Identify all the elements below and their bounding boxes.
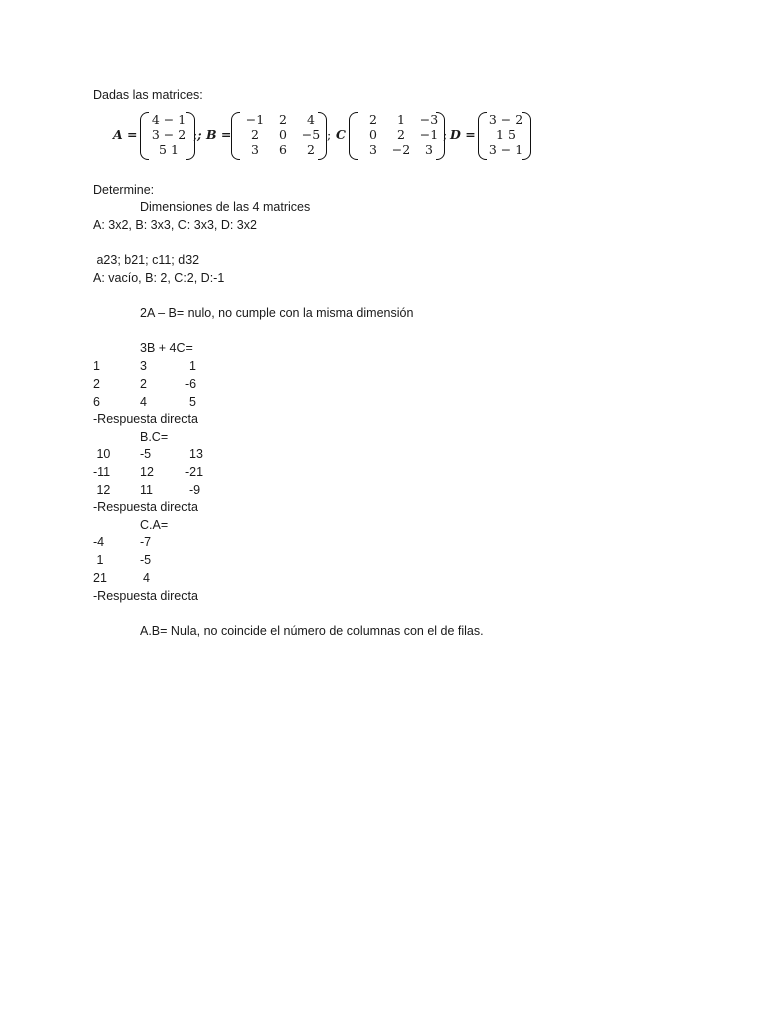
left-paren bbox=[478, 112, 487, 160]
matrix-cell: 2 bbox=[279, 112, 287, 127]
separator: ; bbox=[443, 127, 448, 142]
matrix-cell: 4 − 1 bbox=[151, 112, 187, 127]
matrix-cell: 1 bbox=[397, 112, 405, 127]
matrix-a bbox=[140, 112, 194, 158]
matrix-cell: 2 bbox=[397, 127, 405, 142]
matrix-cell: 1 5 bbox=[496, 127, 516, 142]
matrix-cell: 4 bbox=[307, 112, 315, 127]
matrix-cell: -11 bbox=[93, 465, 111, 479]
matrix-cell: −2 bbox=[391, 142, 411, 157]
operation-3b-plus-4c-title: 3B + 4C= bbox=[140, 341, 193, 355]
matrix-cell: -5 bbox=[140, 447, 152, 461]
matrix-cell: 1 bbox=[93, 359, 100, 373]
left-paren bbox=[349, 112, 358, 160]
matrix-b-label: ; B = bbox=[197, 127, 232, 142]
left-paren bbox=[231, 112, 240, 160]
elements-title: a23; b21; c11; d32 bbox=[93, 253, 200, 267]
matrix-cell: −1 bbox=[419, 127, 439, 142]
matrix-cell: 0 bbox=[369, 127, 377, 142]
matrix-cell: 5 1 bbox=[159, 142, 179, 157]
matrix-cell: -5 bbox=[140, 553, 152, 567]
right-paren bbox=[318, 112, 327, 160]
matrix-cell: −5 bbox=[301, 127, 321, 142]
matrix-cell: 3 − 2 bbox=[488, 112, 524, 127]
direct-answer-note: -Respuesta directa bbox=[93, 589, 198, 603]
intro-text: Dadas las matrices: bbox=[93, 88, 203, 102]
operation-b-dot-c-title: B.C= bbox=[140, 430, 169, 444]
dimensions-answer: A: 3x2, B: 3x3, C: 3x3, D: 3x2 bbox=[93, 218, 257, 232]
matrix-cell: 4 bbox=[143, 571, 150, 585]
matrix-cell: 3 − 2 bbox=[151, 127, 187, 142]
matrix-c bbox=[349, 112, 448, 158]
matrix-cell: 13 bbox=[189, 447, 203, 461]
matrix-cell: 2 bbox=[93, 377, 100, 391]
elements-answer: A: vacío, B: 2, C:2, D:-1 bbox=[93, 271, 225, 285]
matrix-cell: 12 bbox=[93, 483, 111, 497]
matrix-cell: 1 bbox=[93, 553, 104, 567]
matrix-cell: 3 bbox=[425, 142, 433, 157]
matrix-cell: 4 bbox=[140, 395, 147, 409]
matrix-cell: 2 bbox=[369, 112, 377, 127]
right-paren bbox=[522, 112, 531, 160]
operation-c-dot-a-title: C.A= bbox=[140, 518, 169, 532]
dimensions-title: Dimensiones de las 4 matrices bbox=[140, 200, 311, 214]
matrix-cell: -21 bbox=[185, 465, 204, 479]
matrix-b bbox=[231, 112, 327, 158]
operation-2a-minus-b: 2A – B= nulo, no cumple con la misma dimensión bbox=[140, 306, 414, 320]
matrix-cell: 3 bbox=[140, 359, 147, 373]
matrix-cell: 21 bbox=[93, 571, 107, 585]
matrix-cell: 11 bbox=[140, 483, 153, 497]
matrix-cell: 3 bbox=[251, 142, 259, 157]
matrix-cell: -4 bbox=[93, 535, 105, 549]
matrix-cell: 2 bbox=[140, 377, 147, 391]
matrix-cell: 6 bbox=[279, 142, 287, 157]
matrix-d bbox=[478, 112, 530, 158]
direct-answer-note: -Respuesta directa bbox=[93, 500, 198, 514]
matrix-cell: -9 bbox=[189, 483, 201, 497]
matrix-cell: 6 bbox=[93, 395, 100, 409]
matrix-cell: 3 − 1 bbox=[488, 142, 524, 157]
matrix-cell: 10 bbox=[93, 447, 111, 461]
matrix-cell: 3 bbox=[369, 142, 377, 157]
matrix-cell: -6 bbox=[185, 377, 197, 391]
matrix-cell: 12 bbox=[140, 465, 154, 479]
left-paren bbox=[140, 112, 149, 160]
direct-answer-note: -Respuesta directa bbox=[93, 412, 198, 426]
matrix-cell: 2 bbox=[307, 142, 315, 157]
matrix-a-label: A = bbox=[113, 127, 138, 142]
separator: ; bbox=[193, 127, 198, 142]
matrix-cell: −1 bbox=[245, 112, 265, 127]
operation-a-dot-b: A.B= Nula, no coincide el número de columnas con el de filas. bbox=[140, 624, 484, 638]
matrix-cell: 2 bbox=[251, 127, 259, 142]
determine-heading: Determine: bbox=[93, 183, 155, 197]
matrix-d-label: D = bbox=[450, 127, 476, 142]
matrix-cell: -7 bbox=[140, 535, 152, 549]
matrix-cell: 5 bbox=[189, 395, 196, 409]
matrix-cell: 0 bbox=[279, 127, 287, 142]
separator: ; bbox=[327, 127, 332, 142]
matrix-c-label: C bbox=[336, 127, 346, 142]
matrix-cell: 1 bbox=[189, 359, 196, 373]
matrix-cell: −3 bbox=[419, 112, 439, 127]
